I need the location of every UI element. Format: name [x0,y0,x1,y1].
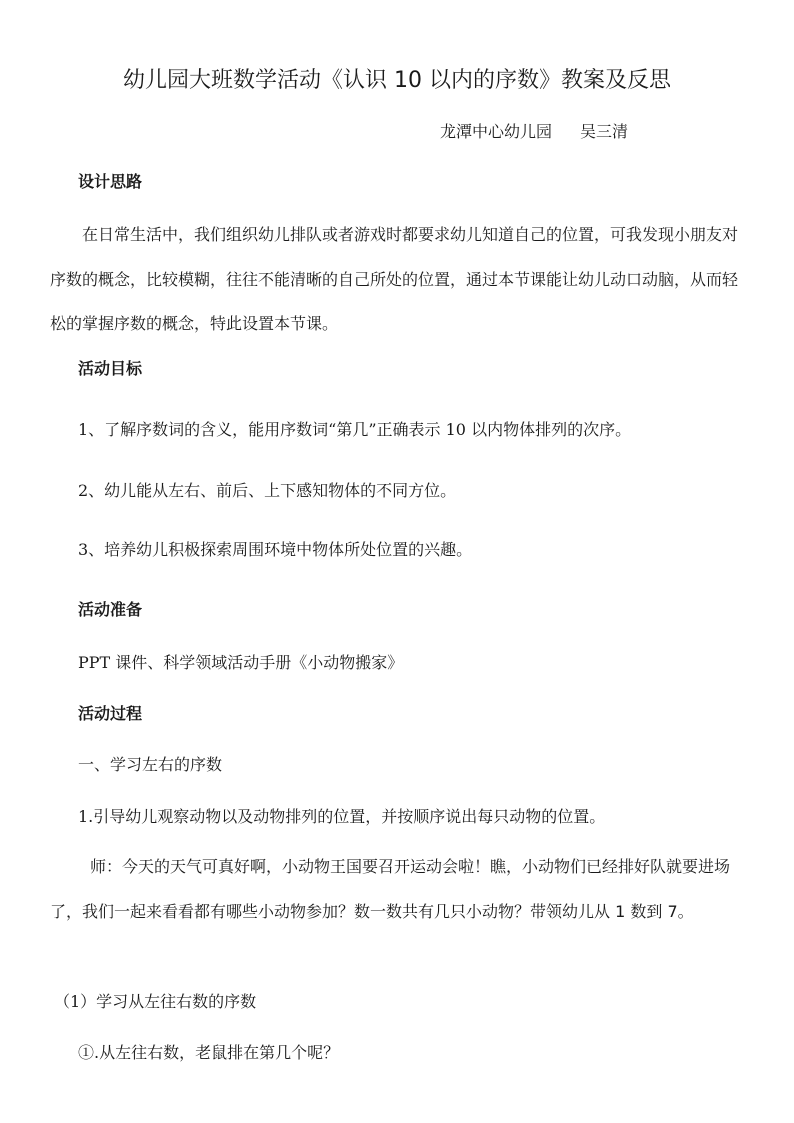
goal-item-3: 3、培养幼儿积极探索周围环境中物体所处位置的兴趣。 [78,540,473,559]
teacher-paragraph: 师：今天的天气可真好啊，小动物王国要召开运动会啦！瞧，小动物们已经排好队就要进场了，我们一起来看看都有哪些小动物参加？数一数共有几只小动物？带领幼儿从 1 数到 7。 [50,857,731,921]
goals-heading: 活动目标 [78,359,143,378]
document-title: 幼儿园大班数学活动《认识 10 以内的序数》教案及反思 [123,68,671,93]
prep-heading: 活动准备 [78,600,143,619]
process-step-1: 1.引导幼儿观察动物以及动物排列的位置，并按顺序说出每只动物的位置。 [78,807,606,826]
process-heading: 活动过程 [78,704,143,723]
school-name: 龙潭中心幼儿园 [440,122,553,141]
design-heading: 设计思路 [78,172,143,191]
goal-item-1: 1、了解序数词的含义，能用序数词“第几”正确表示 10 以内物体排列的次序。 [78,420,632,439]
author-name: 吴三清 [580,122,629,141]
prep-text: PPT 课件、科学领域活动手册《小动物搬家》 [78,653,404,672]
goal-item-2: 2、幼儿能从左右、前后、上下感知物体的不同方位。 [78,481,457,500]
question-1: ①.从左往右数，老鼠排在第几个呢？ [78,1043,340,1062]
subsection-1: （1）学习从左往右数的序数 [54,992,257,1011]
byline [440,120,628,144]
process-part-1: 一、学习左右的序数 [78,755,223,774]
design-paragraph: 在日常生活中，我们组织幼儿排队或者游戏时都要求幼儿知道自己的位置，可我发现小朋友对序数的概念，比较模糊，往往不能清晰的自己所处的位置，通过本节课能让幼儿动口动脑，从而轻松的掌握序数的概念，特此设置本节课。 [50,225,739,333]
